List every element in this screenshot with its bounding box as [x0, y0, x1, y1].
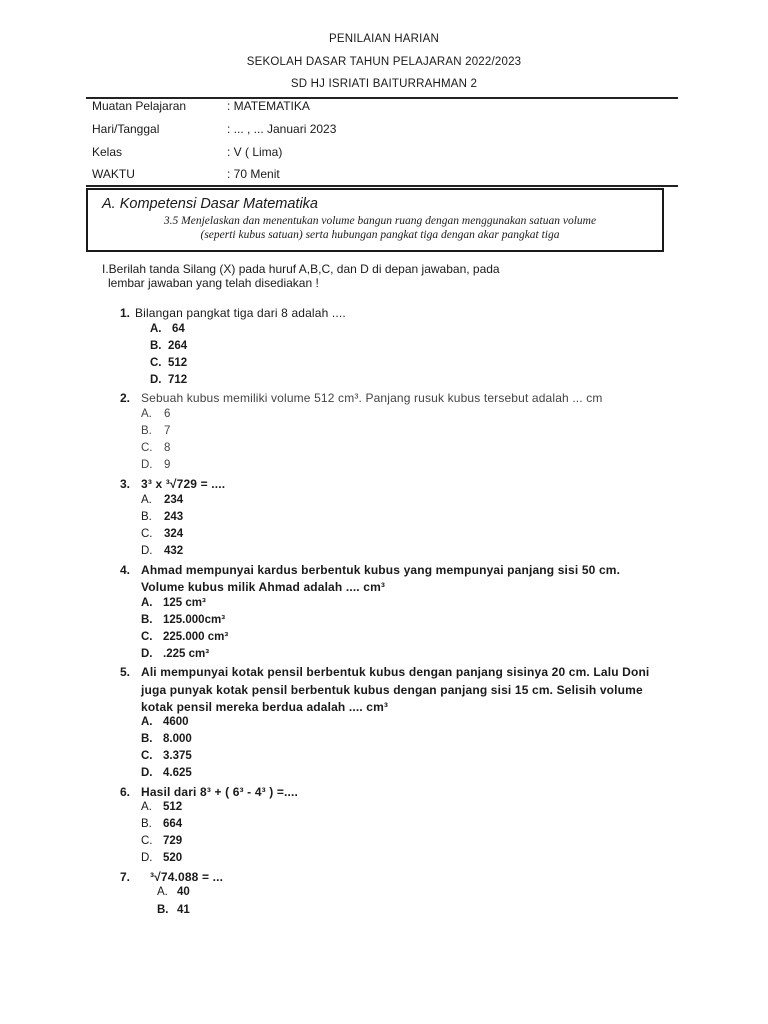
option-letter: A. — [141, 597, 153, 609]
option-value: 41 — [177, 904, 190, 916]
kompetensi-title: A. Kompetensi Dasar Matematika — [102, 196, 318, 212]
question-text: Volume kubus milik Ahmad adalah .... cm³ — [141, 580, 386, 594]
option-letter: D. — [150, 374, 162, 386]
option-letter: D. — [141, 459, 153, 471]
question-text: Hasil dari 8³ + ( 6³ - 4³ ) =.... — [141, 785, 298, 799]
info-class-value: : V ( Lima) — [227, 145, 283, 159]
option-letter: B. — [141, 818, 152, 830]
option-letter: D. — [141, 767, 153, 779]
exam-title: PENILAIAN HARIAN — [329, 33, 439, 45]
option-value: 520 — [163, 852, 183, 864]
option-letter: C. — [150, 357, 162, 369]
option-letter: C. — [141, 442, 153, 454]
option-letter: B. — [150, 340, 162, 352]
option-letter: B. — [141, 733, 153, 745]
info-subject-label: Muatan Pelajaran — [92, 99, 187, 113]
option-value: 125 cm³ — [163, 597, 206, 609]
question-text: juga punyak kotak pensil berbentuk kubus dengan panjang sisi 15 cm. Selisih volume — [141, 683, 643, 697]
option-letter: C. — [141, 528, 153, 540]
question-text: Sebuah kubus memiliki volume 512 cm³. Panjang rusuk kubus tersebut adalah ... cm — [141, 391, 603, 405]
instruction-line-1: I.Berilah tanda Silang (X) pada huruf A,B,C, dan D di depan jawaban, pada — [102, 262, 500, 276]
option-value: 225.000 cm³ — [163, 631, 229, 643]
option-value: 6 — [164, 408, 171, 420]
kompetensi-line-2: (seperti kubus satuan) serta hubungan pangkat tiga dengan akar pangkat tiga — [200, 229, 560, 241]
question-text: kotak pensil mereka berdua adalah .... cm³ — [141, 700, 389, 714]
option-letter: D. — [141, 852, 153, 864]
option-value: 7 — [164, 425, 171, 437]
option-value: 9 — [164, 459, 171, 471]
option-value: 8 — [164, 442, 171, 454]
info-date-value: : ... , ... Januari 2023 — [227, 122, 337, 136]
info-time-value: : 70 Menit — [227, 167, 280, 181]
option-letter: A. — [141, 494, 152, 506]
option-letter: C. — [141, 631, 153, 643]
question-text: Bilangan pangkat tiga dari 8 adalah .... — [135, 306, 346, 320]
option-value: 234 — [164, 494, 184, 506]
option-value: 64 — [172, 323, 185, 335]
option-letter: A. — [141, 408, 152, 420]
info-date-label: Hari/Tanggal — [92, 122, 160, 136]
option-value: 324 — [164, 528, 184, 540]
question-number: 7. — [120, 870, 131, 884]
option-value: .225 cm³ — [163, 648, 210, 660]
option-letter: B. — [141, 425, 152, 437]
option-value: 40 — [177, 886, 190, 898]
option-letter: C. — [141, 750, 153, 762]
school-year-title: SEKOLAH DASAR TAHUN PELAJARAN 2022/2023 — [246, 56, 522, 68]
kompetensi-line-1: 3.5 Menjelaskan dan menentukan volume bangun ruang dengan menggunakan satuan volume — [163, 215, 597, 227]
option-letter: D. — [141, 545, 153, 557]
option-value: 729 — [163, 835, 183, 847]
question-number: 4. — [120, 563, 131, 577]
question-number: 3. — [120, 477, 131, 491]
option-letter: A. — [150, 323, 162, 335]
info-time-label: WAKTU — [92, 167, 135, 181]
option-letter: B. — [157, 904, 169, 916]
option-value: 4.625 — [163, 767, 192, 779]
option-letter: B. — [141, 511, 152, 523]
option-value: 664 — [163, 818, 183, 830]
question-text: Ali mempunyai kotak pensil berbentuk kubus dengan panjang sisinya 20 cm. Lalu Doni — [141, 665, 650, 679]
option-value: 4600 — [163, 716, 189, 728]
question-number: 1. — [120, 306, 131, 320]
question-number: 6. — [120, 785, 131, 799]
option-letter: A. — [141, 716, 153, 728]
option-letter: B. — [141, 614, 153, 626]
info-divider — [86, 185, 678, 187]
option-value: 125.000cm³ — [163, 614, 226, 626]
option-letter: A. — [157, 886, 168, 898]
option-value: 3.375 — [163, 750, 192, 762]
option-letter: C. — [141, 835, 153, 847]
option-value: 512 — [163, 801, 183, 813]
option-value: 243 — [164, 511, 184, 523]
option-value: 712 — [168, 374, 188, 386]
option-value: 264 — [168, 340, 188, 352]
option-letter: A. — [141, 801, 152, 813]
instruction-line-2: lembar jawaban yang telah disediakan ! — [108, 276, 319, 290]
info-class-label: Kelas — [92, 145, 123, 159]
option-value: 8.000 — [163, 733, 192, 745]
question-number: 5. — [120, 665, 131, 679]
info-subject-value: : MATEMATIKA — [227, 99, 310, 113]
option-value: 512 — [168, 357, 188, 369]
question-text: Ahmad mempunyai kardus berbentuk kubus yang mempunyai panjang sisi 50 cm. — [141, 563, 621, 577]
question-text: ³√74.088 = ... — [150, 870, 224, 884]
question-number: 2. — [120, 391, 131, 405]
option-value: 432 — [164, 545, 184, 557]
school-name: SD HJ ISRIATI BAITURRAHMAN 2 — [290, 78, 478, 90]
question-text: 3³ x ³√729 = .... — [141, 477, 226, 491]
option-letter: D. — [141, 648, 153, 660]
